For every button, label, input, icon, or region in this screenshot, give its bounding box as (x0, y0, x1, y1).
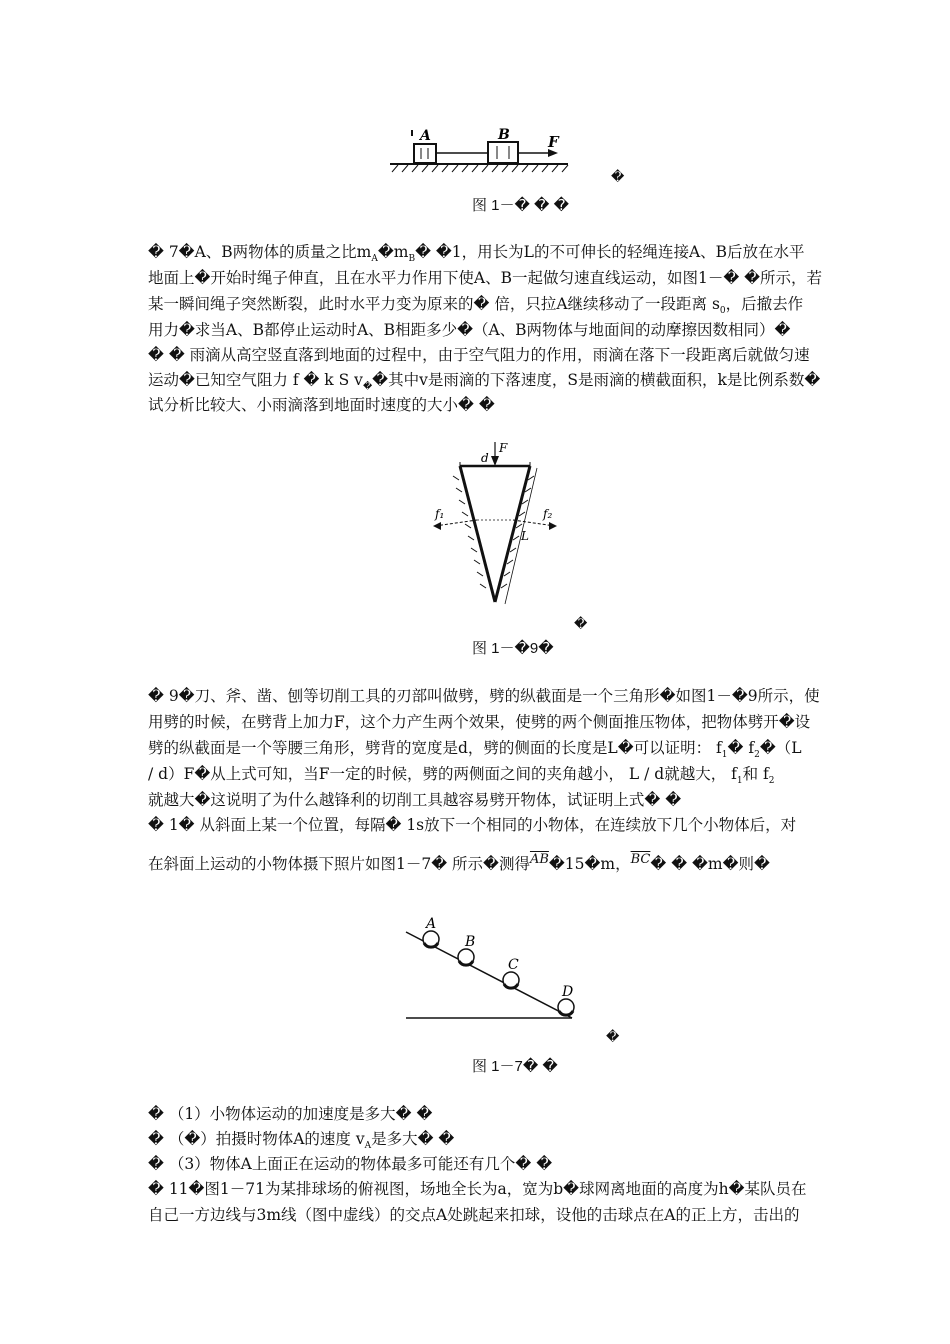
figure-caption-2: 图 1－�9� (472, 640, 554, 657)
figure-caption-1: 图 1－� � � (472, 197, 569, 214)
q11-line2: 自己一方边线与3m线（图中虚线）的交点A处跳起来扣球，设他的击球点在A的正上方，击出的 (148, 1206, 800, 1224)
q10-line2: 在斜面上运动的小物体摄下照片如图1－7� 所示�测得$^{\overline{AB}}$�15�m，$^{\overline{BC}}$� � �m�则� (148, 852, 770, 873)
label-a: A (426, 916, 437, 932)
q9-line1: � 9�刀、斧、凿、刨等切削工具的刃部叫做劈，劈的纵截面是一个三角形�如图1－�9所示，使 (148, 687, 820, 705)
q9-line4: / d）F�从上式可知，当F一定的时候，劈的两侧面之间的夹角越小， L / d就越大， $f_1$和 $f_2$ (148, 765, 775, 787)
q7-line3: 某一瞬间绳子突然断裂，此时水平力变为原来的� 倍，只拉A继续移动了一段距离 $s_0$，后撤去作 (148, 295, 804, 317)
figure-caption-3: 图 1－7� � (472, 1058, 558, 1075)
q9-line5: 就越大�这说明了为什么越锋利的切削工具越容易劈开物体，试证明上式� � (148, 791, 682, 809)
q8-line3: 试分析比较大、小雨滴落到地面时速度的大小� � (148, 396, 495, 414)
label-f1: f₁ (435, 507, 445, 521)
figure-mark: � (574, 617, 588, 632)
q7-line2: 地面上�开始时绳子伸直，且在水平力作用下使A、B一起做匀速直线运动，如图1－� �所示，若 (148, 269, 823, 287)
figure-incline (400, 912, 590, 1024)
label-f2: f₂ (543, 507, 553, 521)
q9-line2: 用劈的时候，在劈背上加力F，这个力产生两个效果，使劈的两个侧面推压物体，把物体劈开�设 (148, 713, 811, 731)
q8-line2: 运动�已知空气阻力 f � k S $v_��$其中v是雨滴的下落速度，S是雨滴的横截面积，k是比例系数� (148, 371, 821, 393)
q11-line1: � 11�图1－71为某排球场的俯视图，场地全长为a，宽为b�球网离地面的高度为h�某队员在 (148, 1180, 807, 1198)
label-a: A (420, 128, 431, 144)
figure-mark: � (606, 1030, 620, 1045)
label-l: L (521, 529, 529, 543)
figure-mark: � (611, 170, 625, 185)
label-b: B (498, 127, 510, 143)
subq-3: � （3）物体A上面正在运动的物体最多可能还有几个� � (148, 1155, 553, 1173)
label-force: F (499, 441, 508, 455)
label-d: d (481, 451, 489, 465)
subq-1: � （1）小物体运动的加速度是多大� � (148, 1105, 433, 1123)
q9-line3: 劈的纵截面是一个等腰三角形，劈背的宽度是d，劈的侧面的长度是L�可以证明： $f_1�$ $f_2�(L$ (148, 739, 802, 761)
label-f: F (548, 133, 559, 151)
figure-blocks-ab (390, 122, 570, 174)
label-c: C (508, 957, 519, 973)
label-b: B (465, 934, 476, 950)
figure-wedge (425, 440, 565, 620)
q8-line1: � � 雨滴从高空竖直落到地面的过程中，由于空气阻力的作用，雨滴在落下一段距离后就做匀速 (148, 346, 810, 364)
subq-2: � （�）拍摄时物体A的速度 $v_A$是多大� � (148, 1130, 455, 1152)
q7-line4: 用力�求当A、B都停止运动时A、B相距多少�（A、B两物体与地面间的动摩擦因数相同）� (148, 321, 791, 339)
label-d: D (562, 984, 574, 1000)
q10-line1: � 1� 从斜面上某一个位置，每隔� 1s放下一个相同的小物体，在连续放下几个小物体后，对 (148, 816, 797, 834)
q7-line1: � 7�A、B两物体的质量之比$m_A�m_B�$ �1，用长为L的不可伸长的轻绳连接A、B后放在水平 (148, 243, 805, 265)
